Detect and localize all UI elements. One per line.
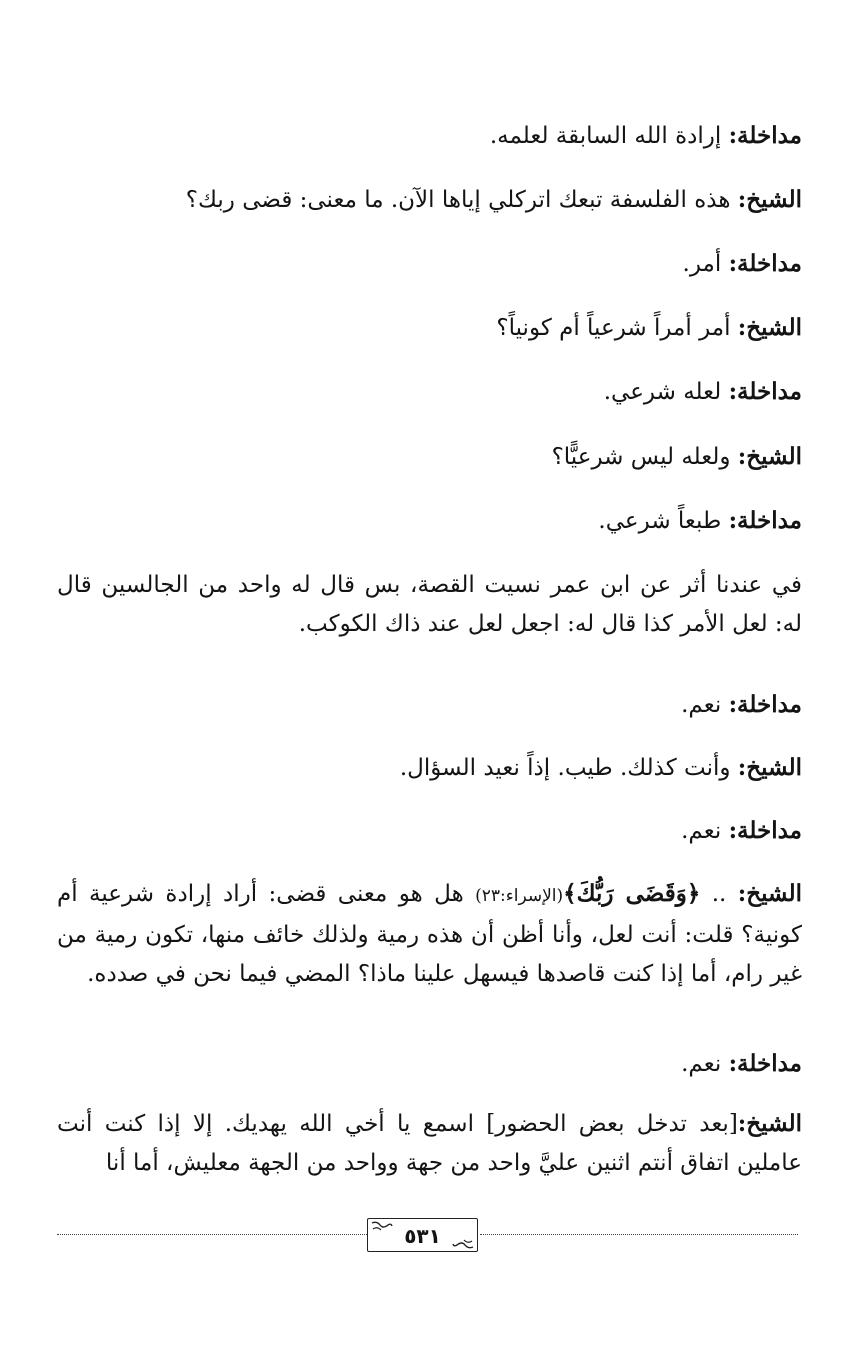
speaker-label: مداخلة: <box>728 507 802 534</box>
footer-rule-left <box>57 1234 367 1235</box>
line-text: أمر أمراً شرعياً أم كونياً؟ <box>496 315 738 341</box>
dialogue-line <box>57 1048 802 1080</box>
speaker-label: الشيخ: <box>737 1110 802 1137</box>
speaker-label: مداخلة: <box>728 250 802 277</box>
dialogue-paragraph <box>57 874 802 994</box>
speaker-label: الشيخ: <box>737 754 802 781</box>
dialogue-line <box>57 441 802 473</box>
speaker-label: مداخلة: <box>728 817 802 844</box>
line-text: ولعله ليس شرعيًّا؟ <box>551 444 738 470</box>
line-text: هذه الفلسفة تبعك اتركلي إياها الآن. ما معنى: قضى ربك؟ <box>185 187 738 213</box>
line-text: في عندنا أثر عن ابن عمر نسيت القصة، بس قال له واحد من الجالسين قال له: لعل الأمر كذا قال له: اجعل لعل عند ذاك الكوكب. <box>57 572 802 637</box>
dialogue-line <box>57 248 802 280</box>
quran-verse: ﴿وَقَضَى رَبُّكَ﴾ <box>563 880 701 907</box>
line-text: هل هو معنى قضى: أراد إرادة شرعية أم كونية؟ قلت: أنت لعل، وأنا أظن أن هذه رمية ولذلك خائف منها، تكون رمية من غير رام، أما إذا كنت قاصدها فيسهل علينا ماذا؟ المضي فيما نحن في صدده. <box>57 881 802 987</box>
page-number: ٥٣١ <box>404 1224 441 1248</box>
dialogue-line <box>57 184 802 216</box>
dialogue-line <box>57 689 802 721</box>
dialogue-paragraph <box>57 1104 802 1183</box>
speaker-label: الشيخ: <box>737 880 802 907</box>
speaker-label: مداخلة: <box>728 122 802 149</box>
page-number-frame <box>367 1218 478 1252</box>
dialogue-line <box>57 312 802 344</box>
line-text: وأنت كذلك. طيب. إذاً نعيد السؤال. <box>399 755 738 781</box>
line-text: لعله شرعي. <box>603 379 729 405</box>
speaker-label: مداخلة: <box>728 1050 802 1077</box>
narration-paragraph <box>57 566 802 644</box>
line-text: [بعد تدخل بعض الحضور] اسمع يا أخي الله يهديك. إلا إذا كنت أنت عاملين اتفاق أنتم اثنين عليَّ واحد من جهة وواحد من الجهة معليش، أما أنا <box>57 1111 802 1176</box>
line-text: نعم. <box>681 692 729 718</box>
speaker-label: مداخلة: <box>728 691 802 718</box>
dialogue-line <box>57 815 802 847</box>
footer-rule-right <box>480 1234 798 1235</box>
dialogue-line <box>57 120 802 152</box>
dialogue-line <box>57 752 802 784</box>
speaker-label: الشيخ: <box>737 443 802 470</box>
line-text: نعم. <box>681 818 729 844</box>
line-text: أمر. <box>682 251 729 277</box>
dialogue-line <box>57 376 802 408</box>
ornament-icon <box>452 1235 474 1249</box>
verse-citation: (الإسراء:٢٣) <box>475 886 564 906</box>
line-text: إرادة الله السابقة لعلمه. <box>489 123 729 149</box>
ellipsis: .. <box>700 881 738 907</box>
speaker-label: مداخلة: <box>728 378 802 405</box>
line-text: نعم. <box>681 1051 729 1077</box>
speaker-label: الشيخ: <box>737 186 802 213</box>
dialogue-line <box>57 505 802 537</box>
line-text: طبعاً شرعي. <box>598 508 729 534</box>
speaker-label: الشيخ: <box>737 314 802 341</box>
